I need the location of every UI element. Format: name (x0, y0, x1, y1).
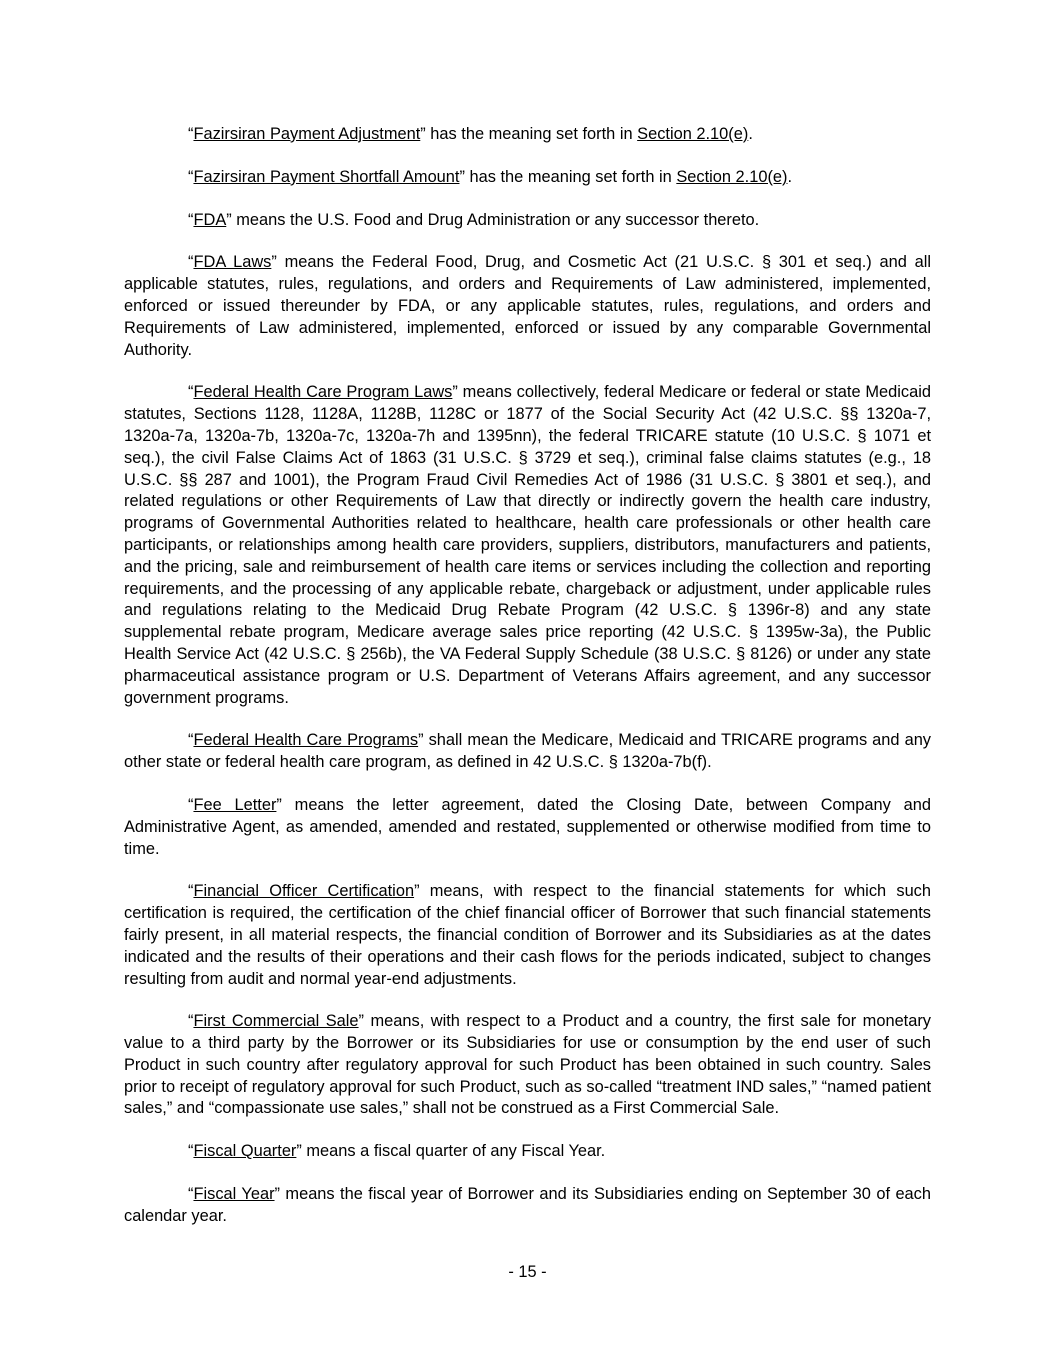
definition-text: “ (188, 383, 194, 402)
definition-first-commercial-sale (124, 1011, 931, 1120)
definition-text: ” means, with respect to a Product and a country, the first sale for monetary value to a third party by the Borrower or its Subsidiaries for use or consumption by the end user of such Product in such country after regulatory approval for such Product has been obtained in such country. Sales prior to receipt of regulatory approval for such Product, such as so-called “treatment IND sales,” “named patient sales,” and “compassionate use sales,” shall not be construed as a First Commercial Sale. (124, 1012, 932, 1118)
page-number: - 15 - (508, 1263, 547, 1281)
definition-text: “ (188, 125, 194, 143)
definition-federal-health-care-program-laws (124, 382, 931, 709)
definition-text: “ (188, 210, 194, 229)
defined-term: Fiscal Year (193, 1185, 275, 1204)
defined-term: Federal Health Care Program Laws (193, 383, 453, 402)
defined-term: Section 2.10(e) (637, 125, 749, 143)
definition-text: “ (188, 882, 194, 901)
definition-fiscal-quarter (124, 1141, 931, 1163)
definition-text: “ (188, 1142, 194, 1161)
definition-text: . (748, 125, 753, 143)
definition-text: “ (188, 1012, 194, 1031)
definition-text: “ (188, 731, 194, 750)
definition-text: ” means, with respect to the financial statements for which such certification is required, the certification of the chief financial officer of Borrower that such financial statements fairly present, in all material respects, the financial condition of Borrower and its Subsidiaries as at the dates indicated and the results of their operations and their cash flows for the periods indicated, subject to changes resulting from audit and normal year-end adjustments. (124, 882, 931, 988)
definition-federal-health-care-programs (124, 730, 931, 774)
definition-text: ” means the Federal Food, Drug, and Cosmetic Act (21 U.S.C. § 301 et seq.) and all applicable statutes, rules, regulations, and orders and Requirements of Law administered, implemented, enforced or issued thereunder by FDA, or any applicable statutes, rules, regulations, and orders and Requirements of Law administered, implemented, enforced or issued by any comparable Governmental Authority. (124, 253, 931, 359)
definition-text: ” means the fiscal year of Borrower and its Subsidiaries ending on September 30 of each calendar year. (124, 1185, 931, 1225)
definition-text: “ (188, 795, 194, 814)
defined-term: Fazirsiran Payment Adjustment (193, 125, 421, 143)
definition-fiscal-year (124, 1184, 931, 1228)
definition-text: . (787, 167, 793, 186)
defined-term: Federal Health Care Programs (193, 731, 419, 750)
definition-financial-officer-certification (124, 881, 931, 990)
defined-term: Fee Letter (193, 795, 277, 814)
definition-text: “ (188, 1185, 194, 1204)
definition-text: ” has the meaning set forth in (420, 125, 638, 143)
defined-term: Section 2.10(e) (676, 167, 788, 186)
defined-term: Financial Officer Certification (193, 882, 415, 901)
definition-text: “ (188, 253, 194, 272)
defined-term: Fazirsiran Payment Shortfall Amount (193, 167, 460, 186)
definition-fda (124, 210, 931, 232)
definition-text: ” has the meaning set forth in (459, 167, 677, 186)
definition-text: ” means the U.S. Food and Drug Administration or any successor thereto. (226, 210, 760, 229)
defined-term: FDA Laws (193, 253, 272, 272)
definition-fazirsiran-payment-shortfall-amount (124, 167, 931, 189)
definition-fda-laws (124, 252, 931, 361)
definitions-body (124, 124, 931, 1249)
defined-term: Fiscal Quarter (193, 1142, 297, 1161)
defined-term: First Commercial Sale (193, 1012, 359, 1031)
definition-text: ” means the letter agreement, dated the Closing Date, between Company and Administrative Agent, as amended, amended and restated, supplemented or otherwise modified from time to time. (124, 795, 931, 858)
defined-term: FDA (193, 210, 227, 229)
definition-text: ” means a fiscal quarter of any Fiscal Year. (296, 1142, 606, 1161)
definition-fazirsiran-payment-adjustment (124, 124, 931, 146)
definition-text: ” shall mean the Medicare, Medicaid and TRICARE programs and any other state or federal health care program, as defined in 42 U.S.C. § 1320a-7b(f). (124, 731, 931, 772)
definition-fee-letter (124, 795, 931, 860)
definition-text: ” means collectively, federal Medicare or federal or state Medicaid statutes, Sections 1128, 1128A, 1128B, 1128C or 1877 of the Social Security Act (42 U.S.C. §§ 1320a-7, 1320a-7a, 1320a-7b, 1320a-7c, 1320a-7h and 1395nn), the federal TRICARE statute (10 U.S.C. § 1071 et seq.), the civil False Claims Act of 1863 (31 U.S.C. § 3729 et seq.), criminal false claims statutes (e.g., 18 U.S.C. §§ 287 and 1001), the Program Fraud Civil Remedies Act of 1986 (31 U.S.C. § 3801 et seq.), and related regulations or other Requirements of Law that directly or indirectly govern the health care industry, programs of Governmental Authorities related to healthcare, health care professionals or other health care participants, or relationships among health care providers, suppliers, distributors, manufacturers and patients, and the pricing, sale and reimbursement of health care items or services including the collection and reporting requirements, and the processing of any applicable rebate, chargeback or adjustment, under applicable rules and regulations relating to the Medicaid Drug Rebate Program (42 U.S.C. § 1396r-8) and any state supplemental rebate program, Medicare average sales price reporting (42 U.S.C. § 1395w-3a), the Public Health Service Act (42 U.S.C. § 256b), the VA Federal Supply Schedule (38 U.S.C. § 8126) or under any state pharmaceutical assistance program or U.S. Department of Veterans Affairs agreement, and any successor government programs. (124, 383, 931, 707)
definition-text: “ (188, 167, 194, 186)
